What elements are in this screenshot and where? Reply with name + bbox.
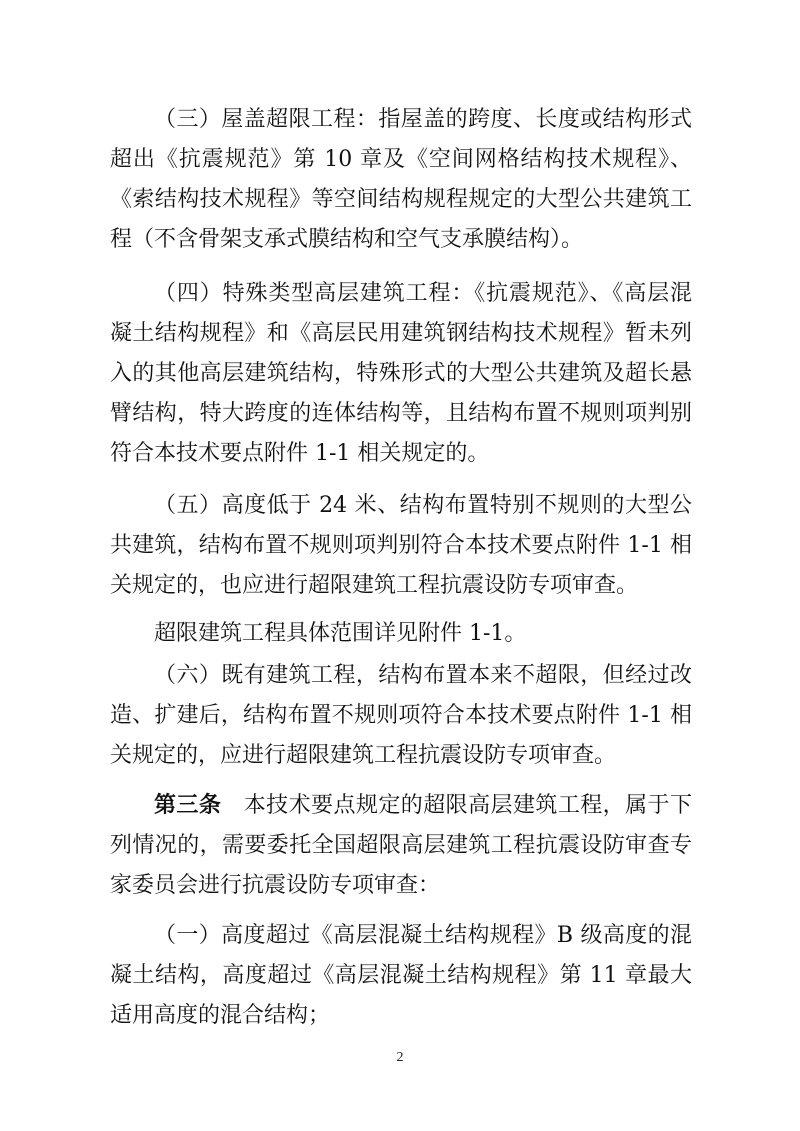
paragraph-text: （三）屋盖超限工程：指屋盖的跨度、长度或结构形式超出《抗震规范》第 10 章及《空间网格结构技术规程》、《索结构技术规程》等空间结构规程规定的大型公共建筑工程（不含骨架支承式膜结构和空气支承膜结构）。 [110, 107, 692, 252]
paragraph-roof-overlimit [110, 100, 692, 260]
paragraph-text: （四）特殊类型高层建筑工程：《抗震规范》、《高层混凝土结构规程》和《高层民用建筑钢结构技术规程》暂未列入的其他高层建筑结构，特殊形式的大型公共建筑及超长悬臂结构，特大跨度的连体结构等，且结构布置不规则项判别符合本技术要点附件 1-1 相关规定的。 [110, 281, 692, 466]
article-heading: 第三条 [154, 793, 222, 818]
paragraph-existing-buildings [110, 656, 692, 776]
paragraph-text: （五）高度低于 24 米、结构布置特别不规则的大型公共建筑，结构布置不规则项判别符合本技术要点附件 1-1 相关规定的，也应进行超限建筑工程抗震设防专项审查。 [110, 493, 692, 598]
paragraph-height-exceed [110, 916, 692, 1036]
paragraph-low-height-irregular [110, 486, 692, 606]
page-number: 2 [396, 1050, 404, 1065]
paragraph-special-highrise [110, 274, 692, 474]
paragraph-article-three [110, 786, 692, 906]
paragraph-text: 超限建筑工程具体范围详见附件 1-1。 [154, 621, 527, 646]
paragraph-text: （六）既有建筑工程，结构布置本来不超限，但经过改造、扩建后，结构布置不规则项符合本技术要点附件 1-1 相关规定的，应进行超限建筑工程抗震设防专项审查。 [110, 663, 692, 768]
paragraph-scope-reference [110, 614, 692, 654]
paragraph-text: 本技术要点规定的超限高层建筑工程，属于下列情况的，需要委托全国超限高层建筑工程抗震设防审查专家委员会进行抗震设防专项审查： [110, 793, 692, 898]
paragraph-text: （一）高度超过《高层混凝土结构规程》B 级高度的混凝土结构，高度超过《高层混凝土结构规程》第 11 章最大适用高度的混合结构； [110, 923, 692, 1028]
